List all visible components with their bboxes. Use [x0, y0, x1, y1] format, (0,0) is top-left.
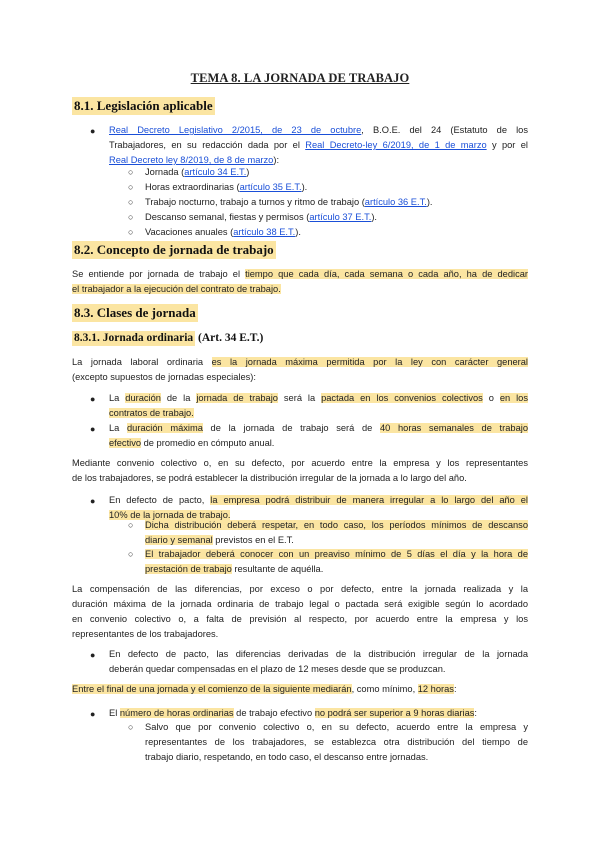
link-articulo-35[interactable]: artículo 35 E.T.	[239, 182, 302, 192]
heading-clases: 8.3. Clases de jornada	[74, 305, 196, 320]
heading-legislacion: 8.1. Legislación aplicable	[74, 98, 213, 113]
circle-bullet-icon: ○	[128, 167, 134, 177]
list-item: Jornada (artículo 34 E.T.)	[145, 167, 250, 177]
link-articulo-34[interactable]: artículo 34 E.T.	[184, 167, 247, 177]
compensacion-paragraph: La compensación de las diferencias, por exceso o por defecto, entre la jornada realizada y la duración máxima de la jornada ordinaria de trabajo legal o pactada será exigible según lo acordado en convenio colectivo o, a falta de previsión al respecto, por acuerdo entre la empresa y los representantes de los trabajadores.	[72, 584, 528, 639]
convenio-paragraph: Mediante convenio colectivo o, en su defecto, por acuerdo entre la empresa y los representantes de los trabajadores, se podrá establecer la distribución irregular de la jornada a lo largo del año.	[72, 458, 528, 483]
circle-bullet-icon: ○	[128, 227, 134, 237]
list-item: Vacaciones anuales (artículo 38 E.T.).	[145, 227, 301, 237]
circle-bullet-icon: ○	[128, 549, 134, 559]
link-rdl-6-2019[interactable]: Real Decreto-ley 6/2019, de 1 de marzo	[305, 140, 487, 150]
duracion-bullet: La duración de la jornada de trabajo será la pactada en los convenios colectivos o en los contratos de trabajo.	[109, 393, 528, 418]
bullet-icon: ●	[90, 394, 96, 404]
circle-bullet-icon: ○	[128, 197, 134, 207]
jornada-laboral-paragraph: La jornada laboral ordinaria es la jornada máxima permitida por la ley con carácter general (excepto supuestos de jornadas especiales):	[72, 357, 528, 382]
link-rdl-8-2019[interactable]: Real Decreto ley 8/2019, de 8 de marzo	[109, 155, 274, 165]
list-item: Horas extraordinarias (artículo 35 E.T.).	[145, 182, 308, 192]
bullet-icon: ●	[90, 650, 96, 660]
defecto-pacto-bullet: En defecto de pacto, la empresa podrá distribuir de manera irregular a lo largo del año el 10% de la jornada de trabajo.	[109, 495, 528, 520]
bullet-icon: ●	[90, 126, 96, 136]
page-title: TEMA 8. LA JORNADA DE TRABAJO	[190, 71, 410, 85]
link-articulo-36[interactable]: artículo 36 E.T.	[364, 197, 427, 207]
bullet-icon: ●	[90, 709, 96, 719]
bullet-icon: ●	[90, 424, 96, 434]
concepto-paragraph: Se entiende por jornada de trabajo el tiempo que cada día, cada semana o cada año, ha de dedicar el trabajador a la ejecución del contrato de trabajo.	[72, 269, 528, 294]
subheading-jornada-ordinaria: 8.3.1. Jornada ordinaria (Art. 34 E.T.)	[74, 332, 264, 344]
duracion-maxima-bullet: La duración máxima de la jornada de trabajo será de 40 horas semanales de trabajo efectivo de promedio en cómputo anual.	[109, 423, 528, 448]
link-articulo-37[interactable]: artículo 37 E.T.	[309, 212, 372, 222]
list-item: Descanso semanal, fiestas y permisos (artículo 37 E.T.).	[145, 212, 378, 222]
circle-bullet-icon: ○	[128, 212, 134, 222]
legislation-paragraph: Real Decreto Legislativo 2/2015, de 23 de octubre, B.O.E. del 24 (Estatuto de los Trabajadores, en su redacción dada por el Real Decreto-ley 6/2019, de 1 de marzo y por el Real Decreto ley 8/2019, de 8 de marzo):	[109, 125, 528, 165]
circle-bullet-icon: ○	[128, 520, 134, 530]
compensacion-bullet: En defecto de pacto, las diferencias derivadas de la distribución irregular de la jornada deberán quedar compensadas en el plazo de 12 meses desde que se produzcan.	[109, 649, 528, 674]
bullet-icon: ●	[90, 496, 96, 506]
link-articulo-38[interactable]: artículo 38 E.T.	[233, 227, 296, 237]
horas-ordinarias-bullet: El número de horas ordinarias de trabajo efectivo no podrá ser superior a 9 horas diarias:	[109, 708, 477, 718]
heading-concepto: 8.2. Concepto de jornada de trabajo	[74, 242, 274, 257]
distribucion-subitem: Dicha distribución deberá respetar, en todo caso, los períodos mínimos de descanso diario y semanal previstos en el E.T.	[145, 520, 528, 545]
link-rdl-2-2015[interactable]: Real Decreto Legislativo 2/2015, de 23 de octubre	[109, 125, 362, 135]
circle-bullet-icon: ○	[128, 722, 134, 732]
descanso-paragraph: Entre el final de una jornada y el comienzo de la siguiente mediarán, como mínimo, 12 horas:	[72, 684, 457, 694]
preaviso-subitem: El trabajador deberá conocer con un preaviso mínimo de 5 días el día y la hora de prestación de trabajo resultante de aquélla.	[145, 549, 528, 574]
list-item: Trabajo nocturno, trabajo a turnos y ritmo de trabajo (artículo 36 E.T.).	[145, 197, 433, 207]
circle-bullet-icon: ○	[128, 182, 134, 192]
salvo-subitem: Salvo que por convenio colectivo o, en su defecto, acuerdo entre la empresa y representantes de los trabajadores, se establezca otra distribución del tiempo de trabajo diario, respetando, en todo caso, el descanso entre jornadas.	[145, 722, 528, 762]
